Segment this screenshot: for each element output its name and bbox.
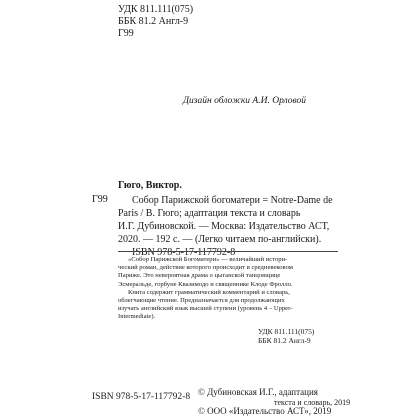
bbk-code: ББК 81.2 Англ-9 xyxy=(118,16,189,27)
copyright-line: © Дубиновская И.Г., адаптация xyxy=(198,387,318,397)
annotation-line: изучать английский язык высшей ступени (уровень 4 – Upper- xyxy=(118,305,293,313)
classification-block xyxy=(118,4,193,40)
annotation-line: Париже. Это невероятная драма о цыганской танцовщице xyxy=(118,272,281,280)
cover-design-credit: Дизайн обложки А.И. Орловой xyxy=(183,96,306,106)
annotation-line: «Собор Парижской Богоматери» — величайший истори- xyxy=(128,256,288,263)
bibliographic-record xyxy=(118,194,333,259)
annotation-line: Книга содержит грамматический комментарий и словарь, xyxy=(128,288,290,296)
bib-line: Paris / В. Гюго; адаптация текста и словарь xyxy=(118,208,301,219)
bib-isbn: ISBN 978-5-17-117792-8 xyxy=(132,247,236,258)
author-sign: Г99 xyxy=(118,28,134,39)
classification-codes-right xyxy=(258,327,314,345)
annotation xyxy=(118,256,342,322)
annotation-line: облегчающие чтение. Предназначается для продолжающих xyxy=(118,297,285,305)
bib-line: 2020. — 192 с. — (Легко читаем по-английски). xyxy=(118,234,322,245)
bbk-code-right: ББК 81.2 Англ-9 xyxy=(258,336,311,345)
udk-code: УДК 811.111(075) xyxy=(118,4,194,15)
copyright-line: текста и словарь, 2019 xyxy=(274,397,351,407)
bib-line: И.Г. Дубиновской. — Москва: Издательство АСТ, xyxy=(118,221,330,232)
bibliographic-author: Гюго, Виктор. xyxy=(118,180,182,191)
bib-line: Собор Парижской богоматери = Notre-Dame de xyxy=(132,195,333,206)
annotation-line: Intermediate). xyxy=(118,313,156,321)
copyright-line: © ООО «Издательство АСТ», 2019 xyxy=(198,406,332,417)
annotation-line: ческий роман, действие которого происходит в средневековом xyxy=(118,264,293,272)
isbn: ISBN 978-5-17-117792-8 xyxy=(92,392,191,402)
divider xyxy=(118,251,338,252)
bibliographic-author-sign: Г99 xyxy=(92,194,108,205)
annotation-line: Эсмеральде, горбуне Квазимодо и священнике Клоде Фролло. xyxy=(118,280,293,288)
copyright xyxy=(198,388,350,417)
udk-code-right: УДК 811.111(075) xyxy=(258,327,315,336)
